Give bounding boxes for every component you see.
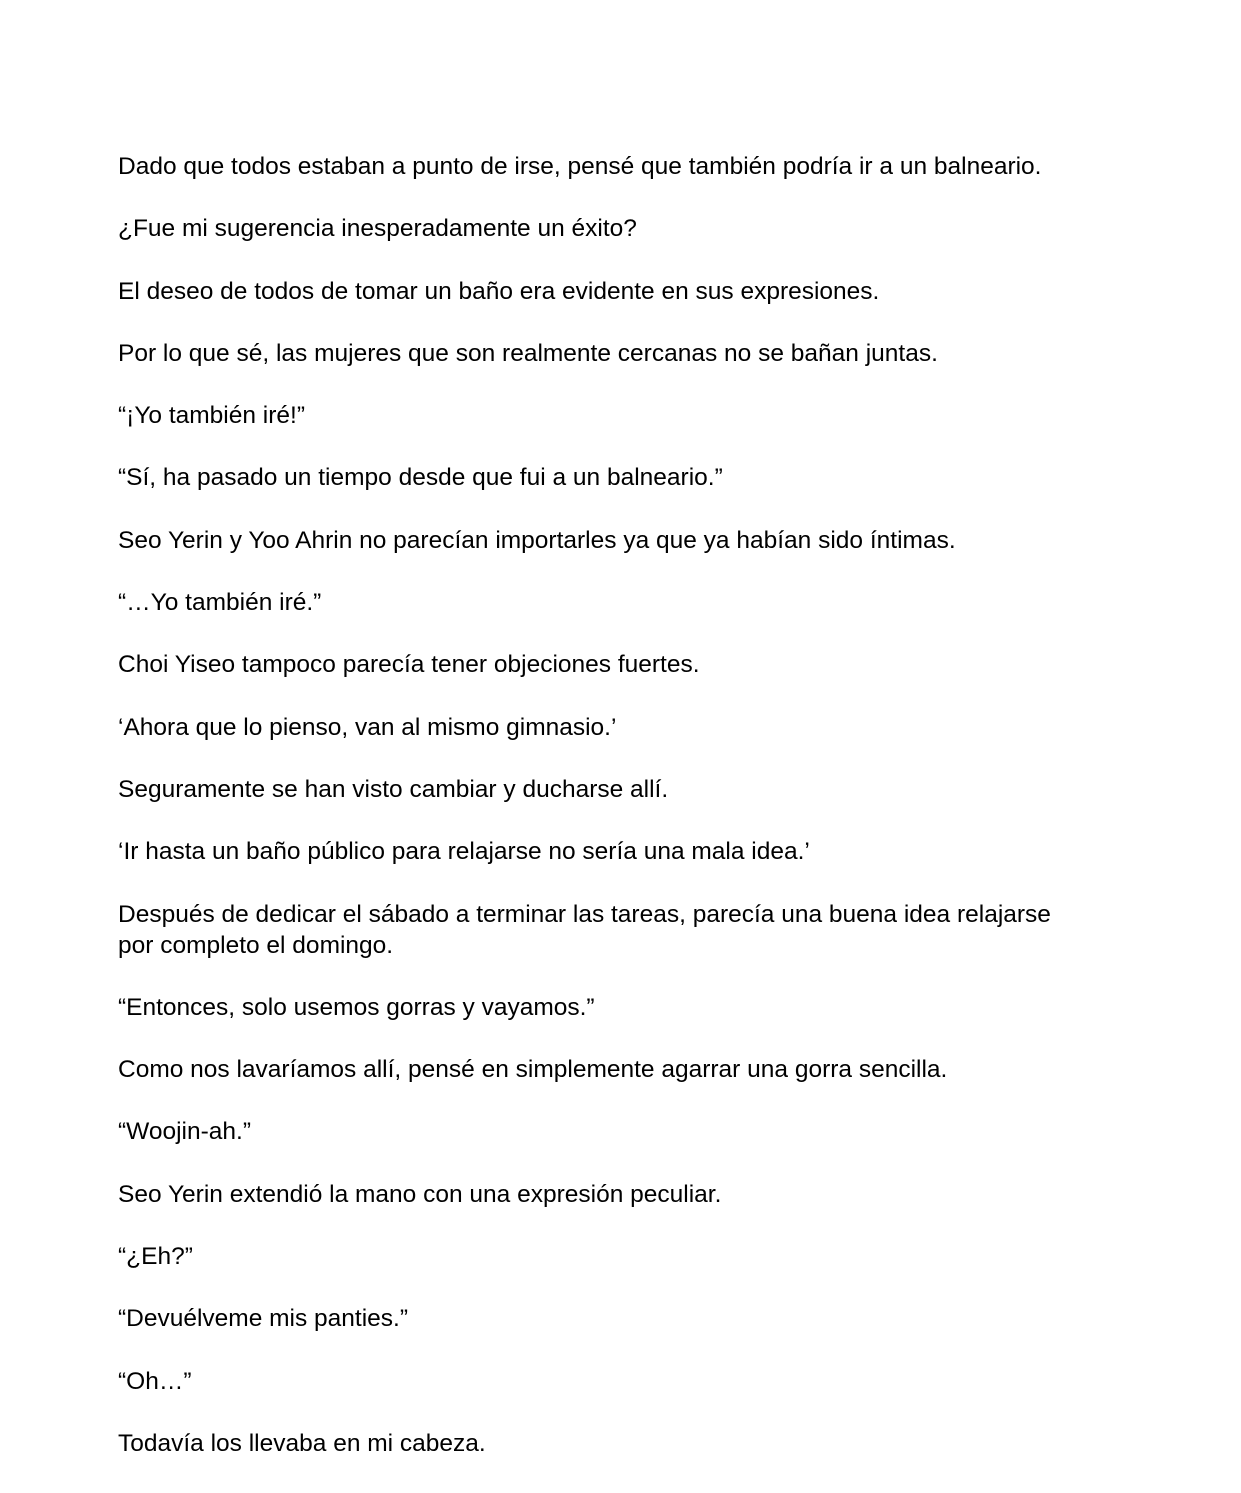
- paragraph: Seguramente se han visto cambiar y ducharse allí.: [118, 775, 669, 803]
- paragraph: Seo Yerin extendió la mano con una expresión peculiar.: [118, 1180, 722, 1208]
- paragraph: ¿Fue mi sugerencia inesperadamente un éxito?: [118, 215, 637, 243]
- paragraph: “Oh…”: [118, 1367, 192, 1395]
- document-body: [118, 151, 1078, 1490]
- paragraph: Choi Yiseo tampoco parecía tener objeciones fuertes.: [118, 651, 700, 679]
- paragraph: “Sí, ha pasado un tiempo desde que fui a un balneario.”: [118, 464, 723, 492]
- paragraph: Por lo que sé, las mujeres que son realmente cercanas no se bañan juntas.: [118, 339, 938, 367]
- paragraph: “¡Yo también iré!”: [118, 402, 306, 430]
- paragraph: “Devuélveme mis panties.”: [118, 1305, 409, 1333]
- paragraph: “Entonces, solo usemos gorras y vayamos.”: [118, 993, 595, 1021]
- paragraph: El deseo de todos de tomar un baño era evidente en sus expresiones.: [118, 277, 880, 305]
- paragraph: ‘Ir hasta un baño público para relajarse no sería una mala idea.’: [118, 838, 810, 866]
- paragraph: Después de dedicar el sábado a terminar las tareas, parecía una buena idea relajarse por completo el domingo.: [118, 900, 1051, 959]
- paragraph: Como nos lavaríamos allí, pensé en simplemente agarrar una gorra sencilla.: [118, 1056, 948, 1084]
- paragraph: “…Yo también iré.”: [118, 589, 322, 617]
- paragraph: Todavía los llevaba en mi cabeza.: [118, 1429, 486, 1457]
- paragraph: ‘Ahora que lo pienso, van al mismo gimnasio.’: [118, 713, 617, 741]
- paragraph: “¿Eh?”: [118, 1243, 193, 1271]
- paragraph: Seo Yerin y Yoo Ahrin no parecían importarles ya que ya habían sido íntimas.: [118, 526, 956, 554]
- paragraph: Dado que todos estaban a punto de irse, pensé que también podría ir a un balneario.: [118, 153, 1042, 180]
- paragraph: “Woojin-ah.”: [118, 1118, 251, 1146]
